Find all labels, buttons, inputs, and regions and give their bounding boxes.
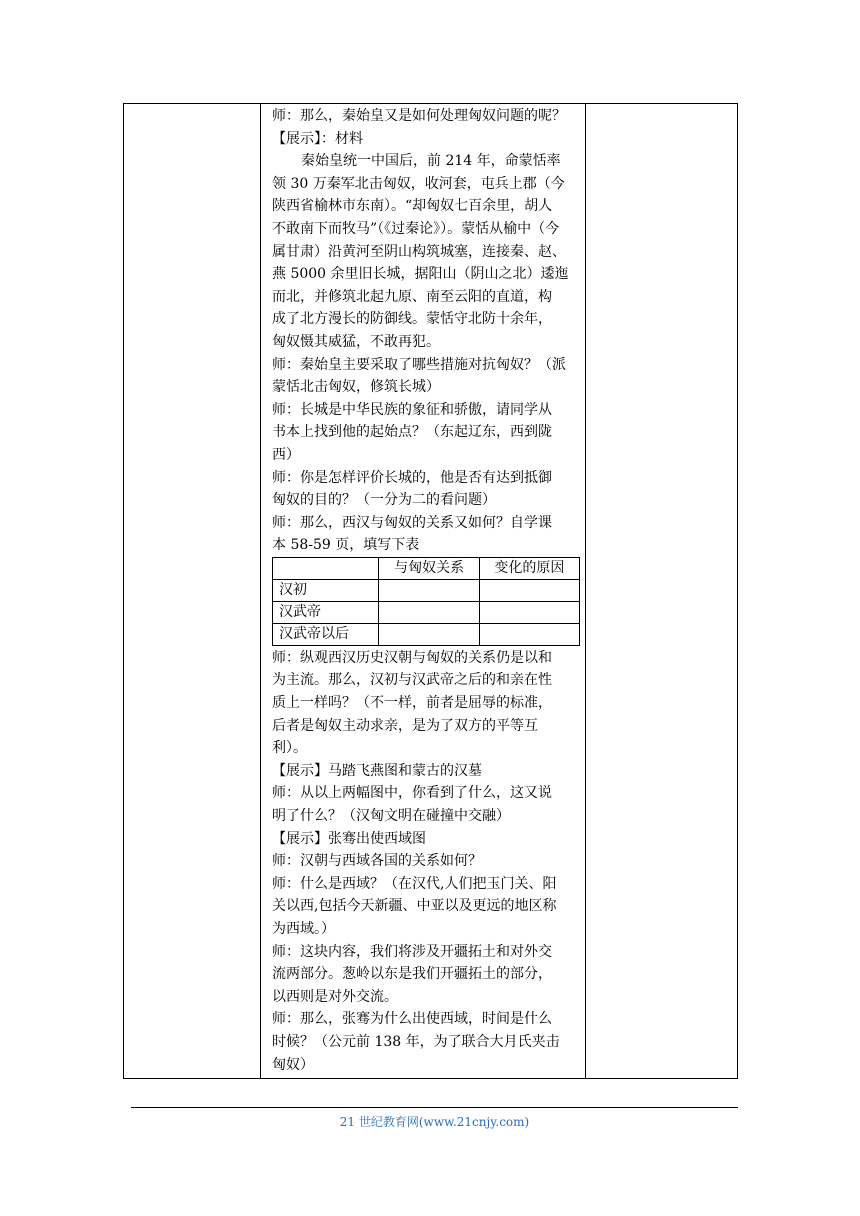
footer-link[interactable]: 21 世纪教育网(www.21cnjy.com): [339, 1115, 530, 1129]
text-line: 师：那么，西汉与匈奴的关系又如何？自学课: [272, 514, 552, 531]
text-line: 利）。: [272, 740, 307, 757]
table-cell: [479, 601, 579, 623]
text-line: 质上一样吗？（不一样，前者是屈辱的标准，: [272, 695, 552, 712]
table-header-row: [273, 557, 580, 579]
table-cell: [379, 579, 479, 601]
text-line: 明了什么？（汉匈文明在碰撞中交融）: [272, 808, 510, 825]
text-line: 书本上找到他的起始点？（东起辽东，西到陇: [272, 424, 552, 441]
text-line: 师：那么，张骞为什么出使西域，时间是什么: [272, 1011, 552, 1028]
text-line: 属甘肃）沿黄河至阴山构筑城塞，连接秦、赵、: [272, 243, 566, 260]
table-cell: 汉初: [273, 579, 379, 601]
text-line: 西）: [272, 446, 300, 463]
text-line: 【展示】：材料: [272, 130, 363, 147]
text-line: 匈奴的目的？（一分为二的看问题）: [272, 492, 496, 509]
lesson-content: [272, 105, 587, 1076]
text-line: 以西则是对外交流。: [272, 988, 398, 1005]
column-divider-left: [260, 104, 261, 1078]
text-line: 关以西,包括今天新疆、中亚以及更远的地区称: [272, 898, 557, 915]
text-line: 领 30 万秦军北击匈奴，收河套，屯兵上郡（今: [272, 175, 565, 192]
text-line: 【展示】马踏飞燕图和蒙古的汉墓: [272, 762, 482, 779]
text-line: 师：这块内容，我们将涉及开疆拓土和对外交: [272, 943, 552, 960]
text-line: 师：长城是中华民族的象征和骄傲，请同学从: [272, 401, 552, 418]
text-line: 本 58-59 页，填写下表: [272, 537, 420, 554]
table-header-cell: 变化的原因: [479, 557, 579, 579]
text-line: 成了北方漫长的防御线。蒙恬守北防十余年，: [272, 311, 552, 328]
table-cell: 汉武帝: [273, 601, 379, 623]
text-line: 为主流。那么，汉初与汉武帝之后的和亲在性: [272, 672, 552, 689]
text-line: 而北，并修筑北起九原、南至云阳的直道，构: [272, 288, 552, 305]
lesson-table: [123, 103, 738, 1079]
text-line: 师：秦始皇主要采取了哪些措施对抗匈奴？（派: [272, 356, 566, 373]
text-line: 匈奴）: [272, 1056, 314, 1073]
text-line: 师：你是怎样评价长城的，他是否有达到抵御: [272, 469, 552, 486]
text-line: 蒙恬北击匈奴，修筑长城）: [272, 379, 440, 396]
text-line: 师：纵观西汉历史汉朝与匈奴的关系仍是以和: [272, 649, 552, 666]
table-cell: 汉武帝以后: [273, 623, 379, 645]
table-row: [273, 579, 580, 601]
table-header-cell: 与匈奴关系: [379, 557, 479, 579]
relations-table: [272, 557, 580, 646]
text-line: 陕西省榆林市东南）。“却匈奴七百余里，胡人: [272, 198, 553, 215]
text-line: 燕 5000 余里旧长城，据阳山（阴山之北）逶迤: [272, 266, 569, 283]
table-cell: [379, 623, 479, 645]
text-line: 师：从以上两幅图中，你看到了什么，这又说: [272, 785, 552, 802]
text-line: 为西域。）: [272, 921, 335, 937]
table-cell: [379, 601, 479, 623]
text-line: 匈奴慑其威猛，不敢再犯。: [272, 333, 440, 350]
text-line: 师：汉朝与西域各国的关系如何？: [272, 853, 482, 870]
text-line: 师：什么是西域？（在汉代,人们把玉门关、阳: [272, 875, 557, 892]
text-line: 不敢南下而牧马”（《过秦论》）。蒙恬从榆中（今: [272, 220, 560, 237]
text-line: 师：那么，秦始皇又是如何处理匈奴问题的呢？: [272, 108, 566, 124]
table-row: [273, 601, 580, 623]
text-line: 秦始皇统一中国后，前 214 年，命蒙恬率: [301, 153, 561, 170]
table-cell: [479, 579, 579, 601]
text-line: 流两部分。葱岭以东是我们开疆拓土的部分，: [272, 966, 552, 983]
text-line: 后者是匈奴主动求亲，是为了双方的平等互: [272, 717, 538, 734]
table-cell: [479, 623, 579, 645]
text-line: 时候？（公元前 138 年，为了联合大月氏夹击: [272, 1033, 560, 1050]
text-line: 【展示】张骞出使西域图: [272, 830, 426, 847]
footer-divider: [131, 1107, 738, 1108]
table-header-cell: [273, 557, 379, 579]
table-row: [273, 623, 580, 645]
